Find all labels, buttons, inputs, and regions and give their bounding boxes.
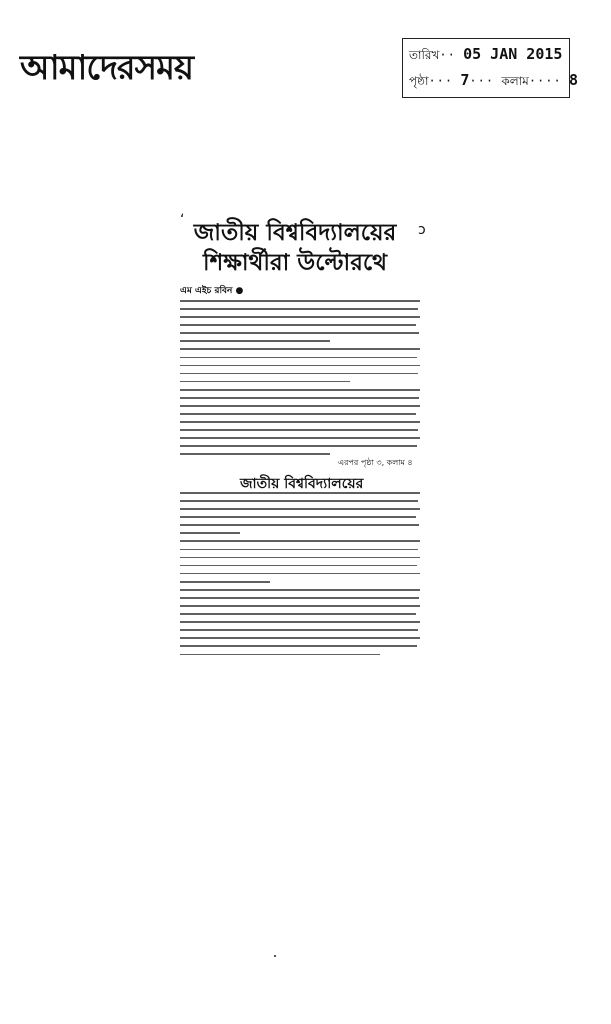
page-speck	[274, 955, 276, 957]
article-continued-note: এরপর পৃষ্ঠা ৩, কলাম ৪	[338, 458, 413, 467]
article-headline-line2: শিক্ষার্থীরা উল্টোরথে	[203, 250, 387, 276]
article-headline-line1: জাতীয় বিশ্ববিদ্যালয়ের	[193, 220, 397, 246]
stamp-column-value: 8	[568, 71, 578, 89]
stamp-page-label: পৃষ্ঠা	[409, 74, 429, 88]
article-byline: এম এইচ রবিন ●	[180, 286, 244, 296]
newspaper-masthead: আমাদেরসময়	[20, 48, 193, 88]
article-subheading: জাতীয় বিশ্ববিদ্যালয়ের	[240, 476, 364, 492]
stamp-column-label: কলাম	[501, 74, 529, 88]
quote-mark: ʻ	[180, 212, 185, 228]
stamp-date-label: তারিখ	[409, 48, 440, 62]
clipping-date-stamp: তারিখ·· 05 JAN 2015 পৃষ্ঠা··· 7··· কলাম···· 8	[402, 38, 570, 98]
article-body-block-1	[180, 300, 420, 462]
quote-mark-end: ɔ	[418, 222, 426, 238]
stamp-page-value: 7	[460, 71, 470, 89]
stamp-date-value: 05 JAN 2015	[463, 45, 563, 63]
article-body-block-2	[180, 492, 420, 662]
